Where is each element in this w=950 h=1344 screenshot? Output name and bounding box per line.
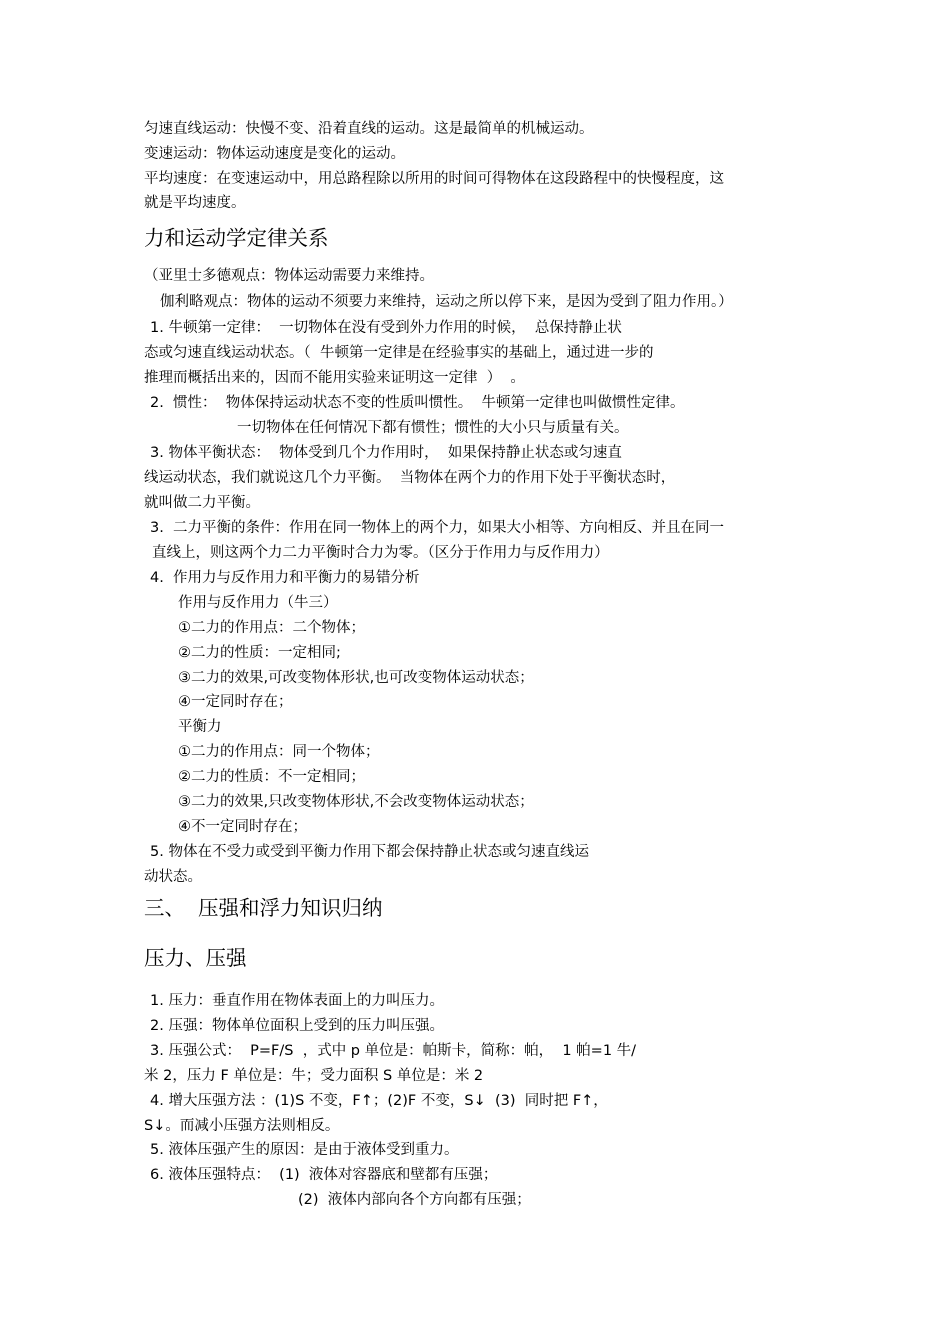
balance-item-1: ①二力的作用点：同一个物体；: [178, 744, 380, 760]
equilibrium-state-cont-2: 就叫做二力平衡。: [144, 495, 260, 511]
increase-pressure-methods-cont: S↓。而减小压强方法则相反。: [144, 1118, 340, 1134]
pressure-intensity-definition: 2. 压强：物体单位面积上受到的压力叫压强。: [150, 1018, 444, 1034]
heading-pressure: 压力、压强: [144, 946, 247, 970]
balance-force-title: 平衡力: [178, 719, 222, 735]
action-reaction-analysis: 4. 作用力与反作用力和平衡力的易错分析: [150, 570, 420, 586]
pressure-definition: 1. 压力：垂直作用在物体表面上的力叫压力。: [150, 993, 444, 1009]
aristotle-view: （亚里士多德观点：物体运动需要力来维持。: [144, 268, 434, 284]
action-item-4: ④一定同时存在；: [178, 694, 293, 710]
liquid-pressure-cause: 5. 液体压强产生的原因：是由于液体受到重力。: [150, 1142, 459, 1158]
intro-line-variable-motion: 变速运动：物体运动速度是变化的运动。: [144, 146, 405, 162]
two-force-balance-condition: 3. 二力平衡的条件：作用在同一物体上的两个力，如果大小相等、方向相反、并且在同一: [150, 520, 725, 536]
liquid-pressure-features: 6. 液体压强特点： (1) 液体对容器底和壁都有压强；: [150, 1167, 498, 1183]
equilibrium-state: 3. 物体平衡状态： 物体受到几个力作用时， 如果保持静止状态或匀速直: [150, 445, 622, 461]
inertia: 2. 惯性： 物体保持运动状态不变的性质叫惯性。 牛顿第一定律也叫做惯性定律。: [150, 395, 685, 411]
equilibrium-state-cont-1: 线运动状态，我们就说这几个力平衡。 当物体在两个力的作用下处于平衡状态时，: [144, 470, 676, 486]
inertia-cont: 一切物体在任何情况下都有惯性；惯性的大小只与质量有关。: [237, 420, 629, 436]
liquid-pressure-features-2: (2) 液体内部向各个方向都有压强；: [298, 1192, 531, 1208]
newton-first-law-cont-1: 态或匀速直线运动状态。（ 牛顿第一定律是在经验事实的基础上，通过进一步的: [144, 345, 654, 361]
heading-force-motion: 力和运动学定律关系: [144, 226, 329, 250]
increase-pressure-methods: 4. 增大压强方法 ：(1)S 不变，F↑；(2)F 不变，S↓ (3) 同时把 F↑，: [150, 1093, 608, 1109]
galileo-view: 伽利略观点：物体的运动不须要力来维持，运动之所以停下来，是因为受到了阻力作用。）: [160, 294, 733, 310]
two-force-balance-condition-cont: 直线上，则这两个力二力平衡时合力为零。（区分于作用力与反作用力）: [152, 545, 609, 561]
intro-line-average-speed: 平均速度：在变速运动中，用总路程除以所用的时间可得物体在这段路程中的快慢程度，这: [144, 171, 724, 187]
balance-item-4: ④不一定同时存在；: [178, 819, 307, 835]
action-reaction-title: 作用与反作用力（牛三）: [178, 595, 338, 611]
no-force-motion-state-cont: 动状态。: [144, 869, 202, 885]
pressure-formula-cont: 米 2，压力 F 单位是：牛；受力面积 S 单位是：米 2: [144, 1068, 484, 1084]
balance-item-2: ②二力的性质：不一定相同；: [178, 769, 365, 785]
intro-line-uniform-motion: 匀速直线运动：快慢不变、沿着直线的运动。这是最简单的机械运动。: [144, 121, 594, 137]
intro-line-average-speed-cont: 就是平均速度。: [144, 195, 246, 211]
action-item-1: ①二力的作用点：二个物体；: [178, 620, 365, 636]
newton-first-law: 1. 牛顿第一定律： 一切物体在没有受到外力作用的时候， 总保持静止状: [150, 320, 622, 336]
heading-pressure-buoyancy: 三、 压强和浮力知识归纳: [144, 896, 383, 920]
newton-first-law-cont-2: 推理而概括出来的，因而不能用实验来证明这一定律 ） 。: [144, 370, 525, 386]
balance-item-3: ③二力的效果,只改变物体形状,不会改变物体运动状态；: [178, 794, 534, 810]
no-force-motion-state: 5. 物体在不受力或受到平衡力作用下都会保持静止状态或匀速直线运: [150, 844, 589, 860]
action-item-2: ②二力的性质：一定相同;: [178, 645, 341, 661]
action-item-3: ③二力的效果,可改变物体形状,也可改变物体运动状态；: [178, 670, 534, 686]
pressure-formula: 3. 压强公式： P=F/S ，式中 p 单位是：帕斯卡，简称：帕， 1 帕=1 牛/: [150, 1043, 637, 1059]
